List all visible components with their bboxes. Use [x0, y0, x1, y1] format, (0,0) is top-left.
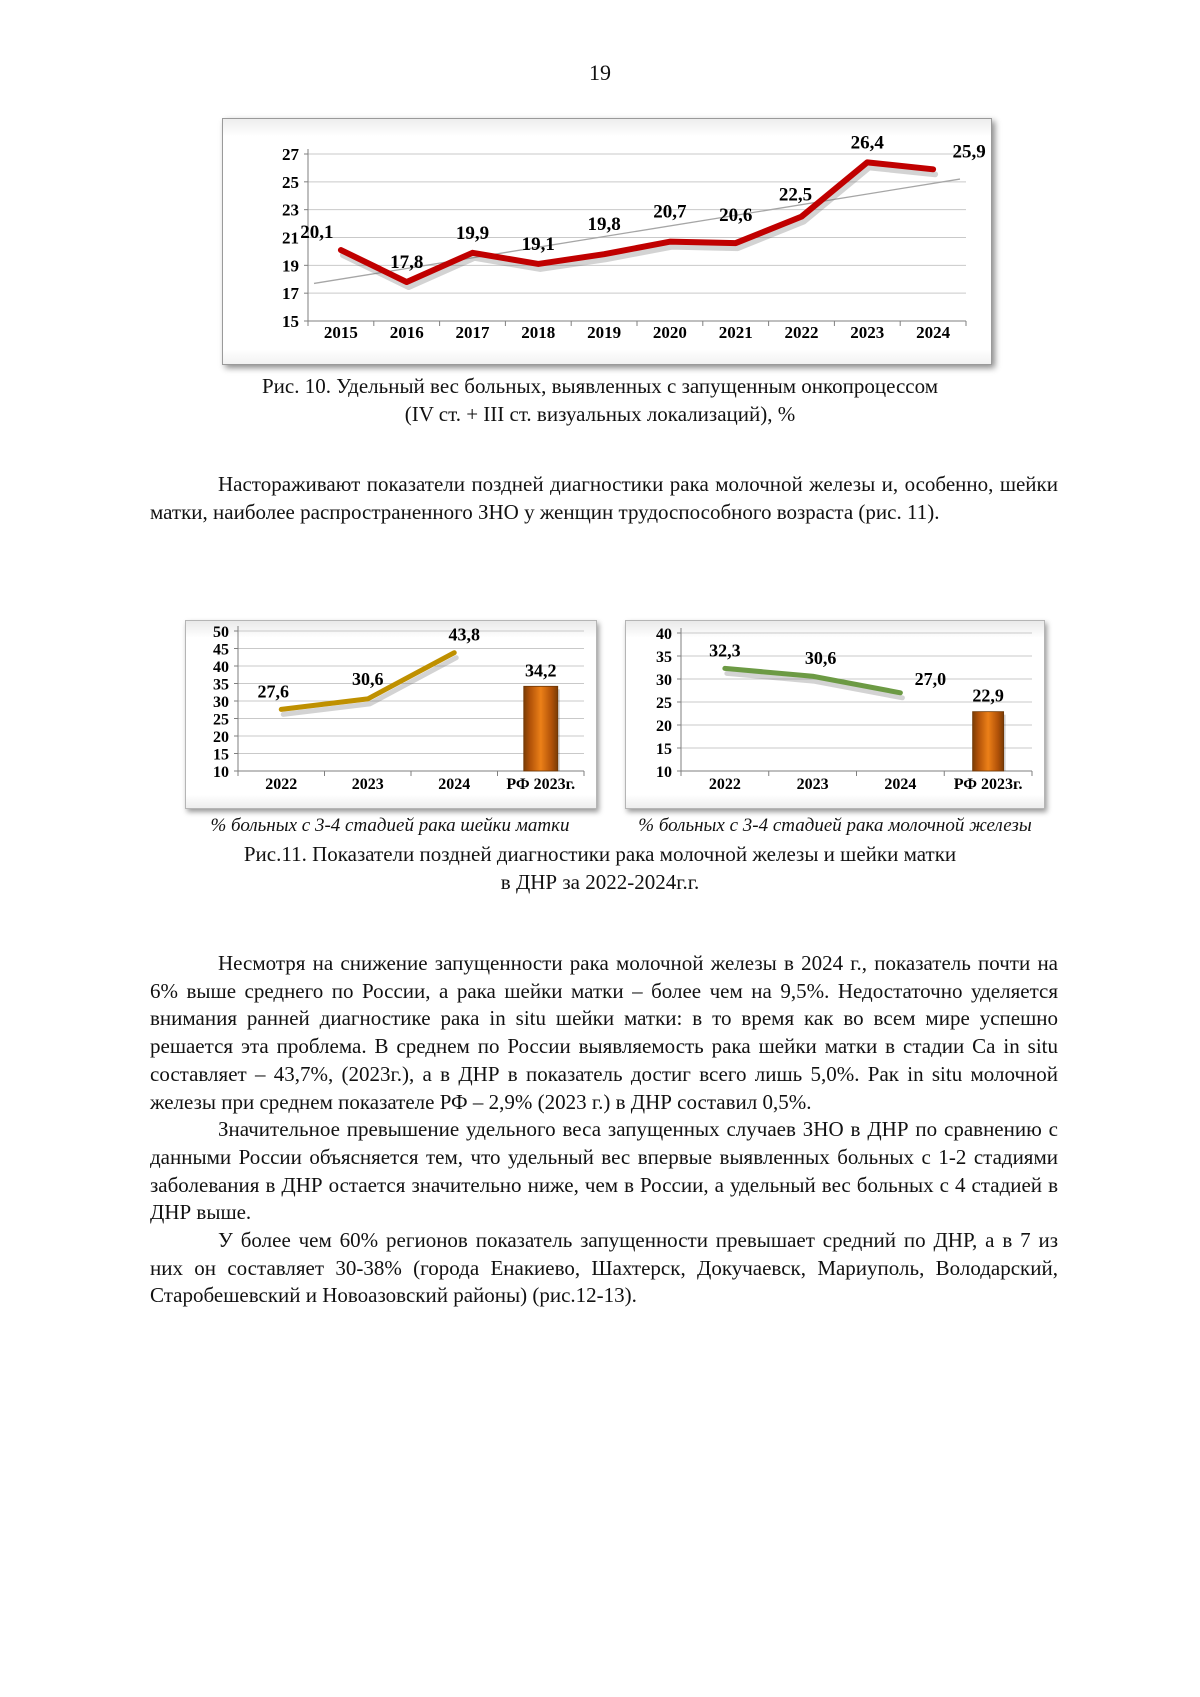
- svg-text:19,8: 19,8: [587, 214, 621, 236]
- body-paragraph-3: У более чем 60% регионов показатель запущенности превышает средний по ДНР, а в 7 из них он составляет 30-38% (города Енакиево, Шахтерск, Докучаевск, Мариуполь, Володарский, Старобешевский и Новоазовский районы) (рис.12-13).: [150, 1228, 1058, 1308]
- svg-text:2015: 2015: [323, 323, 358, 342]
- svg-text:2023: 2023: [351, 776, 384, 793]
- svg-text:43,8: 43,8: [448, 624, 480, 645]
- svg-text:40: 40: [656, 626, 672, 643]
- fig11-cervical-chart: [185, 620, 597, 809]
- fig10-caption: [146, 373, 1054, 428]
- svg-text:2022: 2022: [708, 776, 741, 793]
- fig11-caption: [146, 841, 1054, 896]
- svg-text:19: 19: [282, 256, 299, 276]
- svg-text:2022: 2022: [265, 776, 298, 793]
- svg-text:30,6: 30,6: [804, 648, 837, 669]
- svg-text:15: 15: [213, 746, 229, 764]
- svg-text:2019: 2019: [587, 323, 622, 342]
- svg-text:РФ 2023г.: РФ 2023г.: [953, 776, 1023, 793]
- svg-text:20,6: 20,6: [719, 205, 753, 227]
- svg-text:25: 25: [656, 695, 672, 712]
- svg-text:РФ 2023г.: РФ 2023г.: [506, 776, 576, 793]
- svg-text:2018: 2018: [521, 323, 556, 342]
- body-paragraph-2: Значительное превышение удельного веса запущенных случаев ЗНО в ДНР по сравнению с данными России объясняется тем, что удельный вес впервые выявленных больных с 1-2 стадиями заболевания в ДНР остается значительно ниже, чем в России, а удельный вес больных с 4 стадией в ДНР выше.: [150, 1117, 1058, 1225]
- svg-text:23: 23: [282, 200, 299, 220]
- svg-text:26,4: 26,4: [850, 132, 884, 154]
- svg-text:2017: 2017: [455, 323, 490, 342]
- fig11-left-subcaption: % больных с 3-4 стадией рака шейки матки: [210, 815, 570, 836]
- svg-text:2022: 2022: [784, 323, 819, 342]
- svg-text:35: 35: [656, 649, 672, 666]
- svg-text:20: 20: [656, 718, 672, 735]
- svg-text:50: 50: [213, 624, 229, 641]
- svg-text:25: 25: [213, 711, 229, 729]
- svg-text:34,2: 34,2: [525, 660, 557, 681]
- svg-text:19,1: 19,1: [521, 233, 555, 255]
- svg-text:2021: 2021: [718, 323, 753, 342]
- fig11-breast-chart: [625, 620, 1045, 809]
- svg-text:30: 30: [656, 672, 672, 689]
- svg-text:15: 15: [282, 312, 299, 331]
- svg-text:20,7: 20,7: [653, 201, 687, 223]
- svg-text:2023: 2023: [850, 323, 885, 342]
- svg-text:22,9: 22,9: [972, 685, 1004, 706]
- fig10-caption-line1: Рис. 10. Удельный вес больных, выявленных с запущенным онкопроцессом: [261, 374, 939, 398]
- svg-text:2016: 2016: [389, 323, 424, 342]
- svg-text:2023: 2023: [796, 776, 829, 793]
- svg-text:27,6: 27,6: [257, 681, 289, 702]
- svg-text:17,8: 17,8: [390, 252, 424, 274]
- intro-paragraph: [150, 471, 1058, 526]
- svg-text:2024: 2024: [884, 776, 917, 793]
- svg-text:19,9: 19,9: [455, 222, 490, 244]
- intro-paragraph-text: Настораживают показатели поздней диагностики рака молочной железы и, особенно, шейки матки, наиболее распространенного ЗНО у женщин трудоспособного возраста (рис. 11).: [150, 472, 1058, 524]
- svg-text:17: 17: [282, 284, 299, 304]
- svg-text:2020: 2020: [652, 323, 687, 342]
- svg-text:27,0: 27,0: [914, 668, 947, 689]
- fig10-chart: [222, 118, 992, 365]
- svg-text:30: 30: [213, 694, 229, 711]
- svg-text:15: 15: [656, 741, 672, 758]
- svg-text:25,9: 25,9: [952, 141, 986, 163]
- fig11-caption-line1: Рис.11. Показатели поздней диагностики рака молочной железы и шейки матки: [243, 842, 957, 866]
- svg-text:30,6: 30,6: [352, 668, 384, 689]
- page-number: 19: [589, 60, 611, 85]
- body-text: [150, 950, 1058, 1310]
- svg-text:2024: 2024: [438, 776, 471, 793]
- svg-text:35: 35: [213, 676, 229, 694]
- svg-text:21: 21: [282, 228, 299, 248]
- svg-text:10: 10: [213, 764, 229, 781]
- svg-text:22,5: 22,5: [778, 184, 813, 206]
- svg-text:25: 25: [282, 172, 299, 192]
- svg-text:45: 45: [213, 641, 229, 659]
- body-paragraph-1: Несмотря на снижение запущенности рака молочной железы в 2024 г., показатель почти на 6% выше среднего по России, а рака шейки матки – более чем на 9,5%. Недостаточно уделяется внимания ранней диагностике рака in situ шейки матки: в то время как во всем мире успешно решается эта проблема. В среднем по России выявляемость рака шейки матки в стадии Ca in situ составляет – 43,7%, (2023г.), а в ДНР в показатель достиг всего лишь 5,0%. Рак in situ молочной железы при среднем показателе РФ – 2,9% (2023 г.) в ДНР составил 0,5%.: [150, 951, 1058, 1114]
- fig10-line-chart: [223, 119, 991, 364]
- svg-text:27: 27: [282, 145, 299, 164]
- fig11-breast-line-bar-chart: [626, 621, 1044, 808]
- svg-text:20,1: 20,1: [300, 222, 334, 244]
- svg-text:32,3: 32,3: [709, 640, 741, 661]
- fig11-cervical-line-bar-chart: [186, 621, 596, 808]
- fig10-caption-line2: (IV ст. + III ст. визуальных локализаций), %: [404, 401, 796, 426]
- svg-text:2024: 2024: [916, 323, 951, 342]
- svg-text:40: 40: [213, 659, 229, 676]
- fig11-caption-line2: в ДНР за 2022-2024г.г.: [500, 869, 700, 894]
- svg-text:10: 10: [656, 764, 672, 781]
- svg-text:20: 20: [213, 729, 229, 746]
- fig11-right-subcaption: % больных с 3-4 стадией рака молочной железы: [638, 815, 1032, 836]
